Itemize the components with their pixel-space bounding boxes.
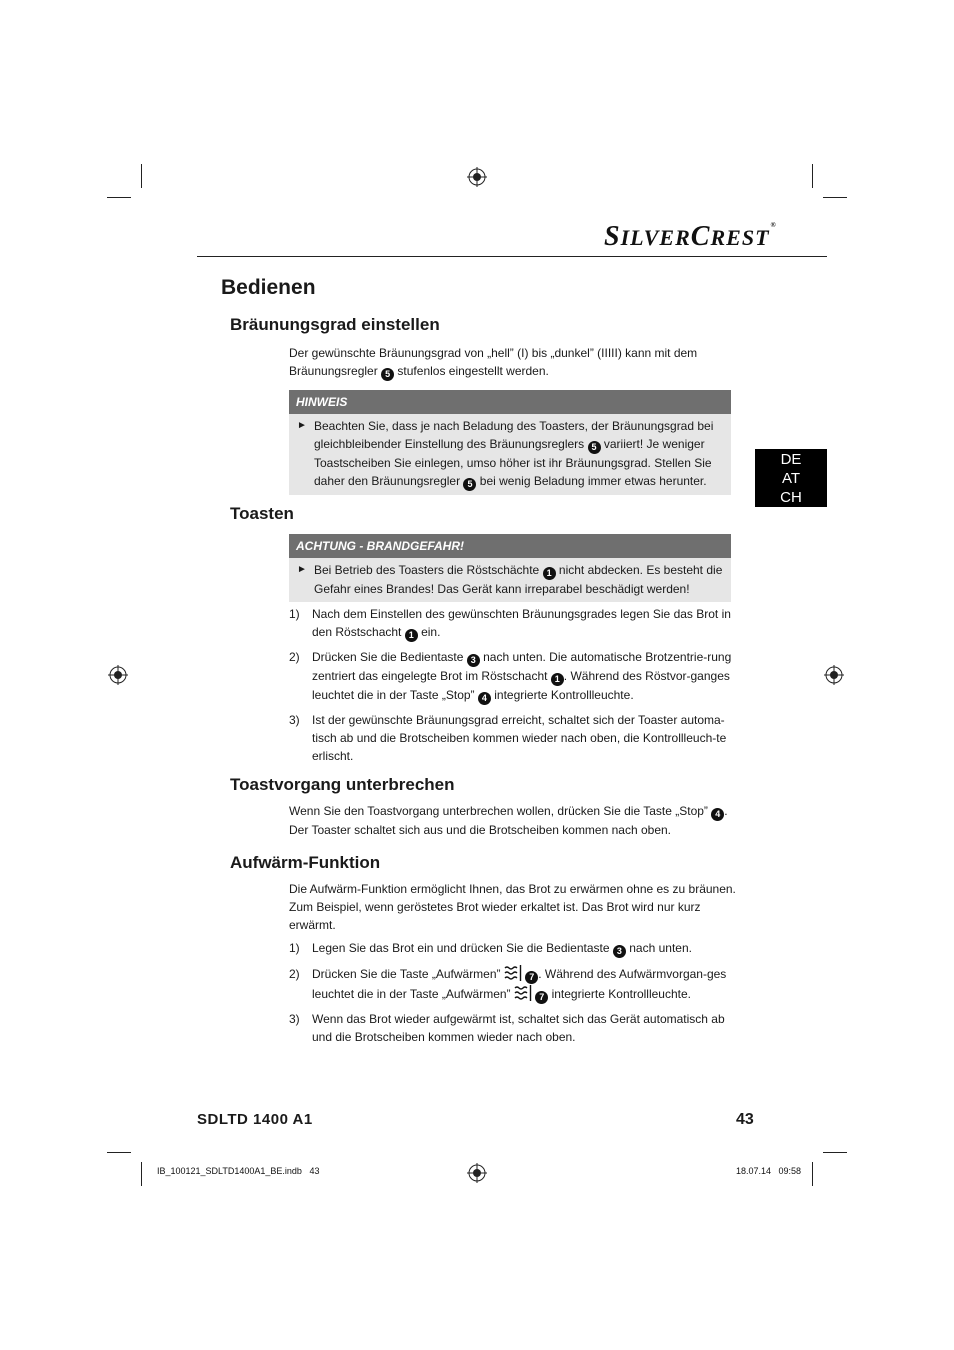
language-tab: DE AT CH	[755, 449, 827, 507]
model-number: SDLTD 1400 A1	[197, 1111, 313, 1128]
list-item: 1) Legen Sie das Brot ein und drücken Sie die Bedientaste 3 nach unten.	[289, 941, 692, 956]
part-number-badge: 5	[588, 441, 601, 454]
warming-icon	[514, 985, 532, 1001]
warning-box	[289, 534, 731, 602]
warming-icon	[504, 965, 522, 981]
crop-mark	[812, 164, 813, 188]
registration-mark-icon	[824, 665, 844, 685]
section-heading-aufwaerm: Aufwärm-Funktion	[230, 853, 381, 872]
crop-mark	[823, 197, 847, 198]
print-slug-date: 18.07.14 09:58	[736, 1166, 802, 1176]
warning-title: ACHTUNG - BRANDGEFAHR!	[289, 534, 731, 558]
part-number-badge: 5	[463, 478, 476, 491]
aufwaerm-intro: Die Aufwärm-Funktion ermöglicht Ihnen, das Brot zu erwärmen ohne es zu bräunen. Zum Beispiel, wenn geröstetes Brot wieder erkaltet ist. Das Brot wird nur kurz erwärmt.	[289, 882, 736, 932]
note-box	[289, 390, 731, 495]
list-item: 3) Wenn das Brot wieder aufgewärmt ist, schaltet sich das Gerät automatisch ab und die Brotscheiben kommen wieder nach oben.	[289, 1012, 725, 1044]
list-item: 2) Drücken Sie die Taste „Aufwärmen” 7 . Während des Aufwärmvorgan-ges leuchtet die in der Taste „Aufwärmen” 7 integrierte Kontrollleuchte.	[289, 967, 727, 1002]
registration-mark-icon	[467, 1163, 487, 1183]
part-number-badge: 4	[478, 692, 491, 705]
triangle-right-icon: ►	[297, 420, 307, 431]
part-number-badge: 7	[525, 971, 538, 984]
page-title: Bedienen	[221, 276, 316, 299]
crop-mark	[107, 1152, 131, 1153]
unterbrechen-paragraph: Wenn Sie den Toastvorgang unterbrechen wollen, drücken Sie die Taste „Stop” 4 . Der Toaster schaltet sich aus und die Brotscheiben kommen nach oben.	[289, 804, 728, 837]
part-number-badge: 3	[467, 654, 480, 667]
part-number-badge: 7	[535, 991, 548, 1004]
crop-mark	[107, 197, 131, 198]
section-heading-toasten: Toasten	[230, 504, 294, 523]
crop-mark	[141, 1162, 142, 1186]
section-heading-braeunung: Bräunungsgrad einstellen	[230, 315, 440, 334]
brand-logo: SILVERCREST®	[604, 221, 777, 252]
print-slug-file: IB_100121_SDLTD1400A1_BE.indb 43	[157, 1166, 320, 1176]
crop-mark	[141, 164, 142, 188]
crop-mark	[812, 1162, 813, 1186]
toasten-steps	[289, 605, 735, 771]
list-item: 2) Drücken Sie die Bedientaste 3 nach unten. Die automatische Brotzentrie-rung zentriert das eingelegte Brot im Röstschacht 1 . Während des Röstvor-ganges leuchtet die in der Taste „Stop” 4 integrierte Kontrollleuchte.	[289, 650, 732, 703]
part-number-badge: 1	[543, 567, 556, 580]
part-number-badge: 3	[613, 945, 626, 958]
registration-mark-icon	[467, 167, 487, 187]
crop-mark	[823, 1152, 847, 1153]
list-item: 3) Ist der gewünschte Bräunungsgrad erreicht, schaltet sich der Toaster automa-tisch ab und die Brotscheiben kommen wieder nach oben, die Kontrollleuch-te erlischt.	[289, 713, 727, 763]
note-title: HINWEIS	[289, 390, 731, 414]
part-number-badge: 1	[405, 629, 418, 642]
header-rule	[197, 256, 827, 257]
part-number-badge: 5	[381, 368, 394, 381]
part-number-badge: 4	[711, 808, 724, 821]
note-body: ► Beachten Sie, dass je nach Beladung des Toasters, der Bräunungsgrad bei gleichbleibender Einstellung des Bräunungsreglers 5 variiert! Je weniger Toastscheiben Sie einlegen, umso höher ist ihr Bräunungsgrad. Stellen Sie daher den Bräunungsregler 5 bei wenig Beladung immer etwas herunter.	[297, 419, 714, 489]
registration-mark-icon	[108, 665, 128, 685]
page-number: 43	[736, 1111, 754, 1128]
list-item: 1) Nach dem Einstellen des gewünschten Bräunungsgrades legen Sie das Brot in den Röstschacht 1 ein.	[289, 607, 731, 640]
triangle-right-icon: ►	[297, 564, 307, 575]
braeunung-paragraph: Der gewünschte Bräunungsgrad von „hell” (I) bis „dunkel” (IIIII) kann mit dem Bräunungsregler 5 stufenlos eingestellt werden.	[289, 346, 698, 379]
part-number-badge: 1	[551, 673, 564, 686]
warning-body: ► Bei Betrieb des Toasters die Röstschächte 1 nicht abdecken. Es besteht die Gefahr eines Brandes! Das Gerät kann irreparabel beschädigt werden!	[297, 563, 723, 596]
aufwaerm-steps	[289, 939, 735, 1052]
section-heading-unterbrechen: Toastvorgang unterbrechen	[230, 775, 455, 794]
